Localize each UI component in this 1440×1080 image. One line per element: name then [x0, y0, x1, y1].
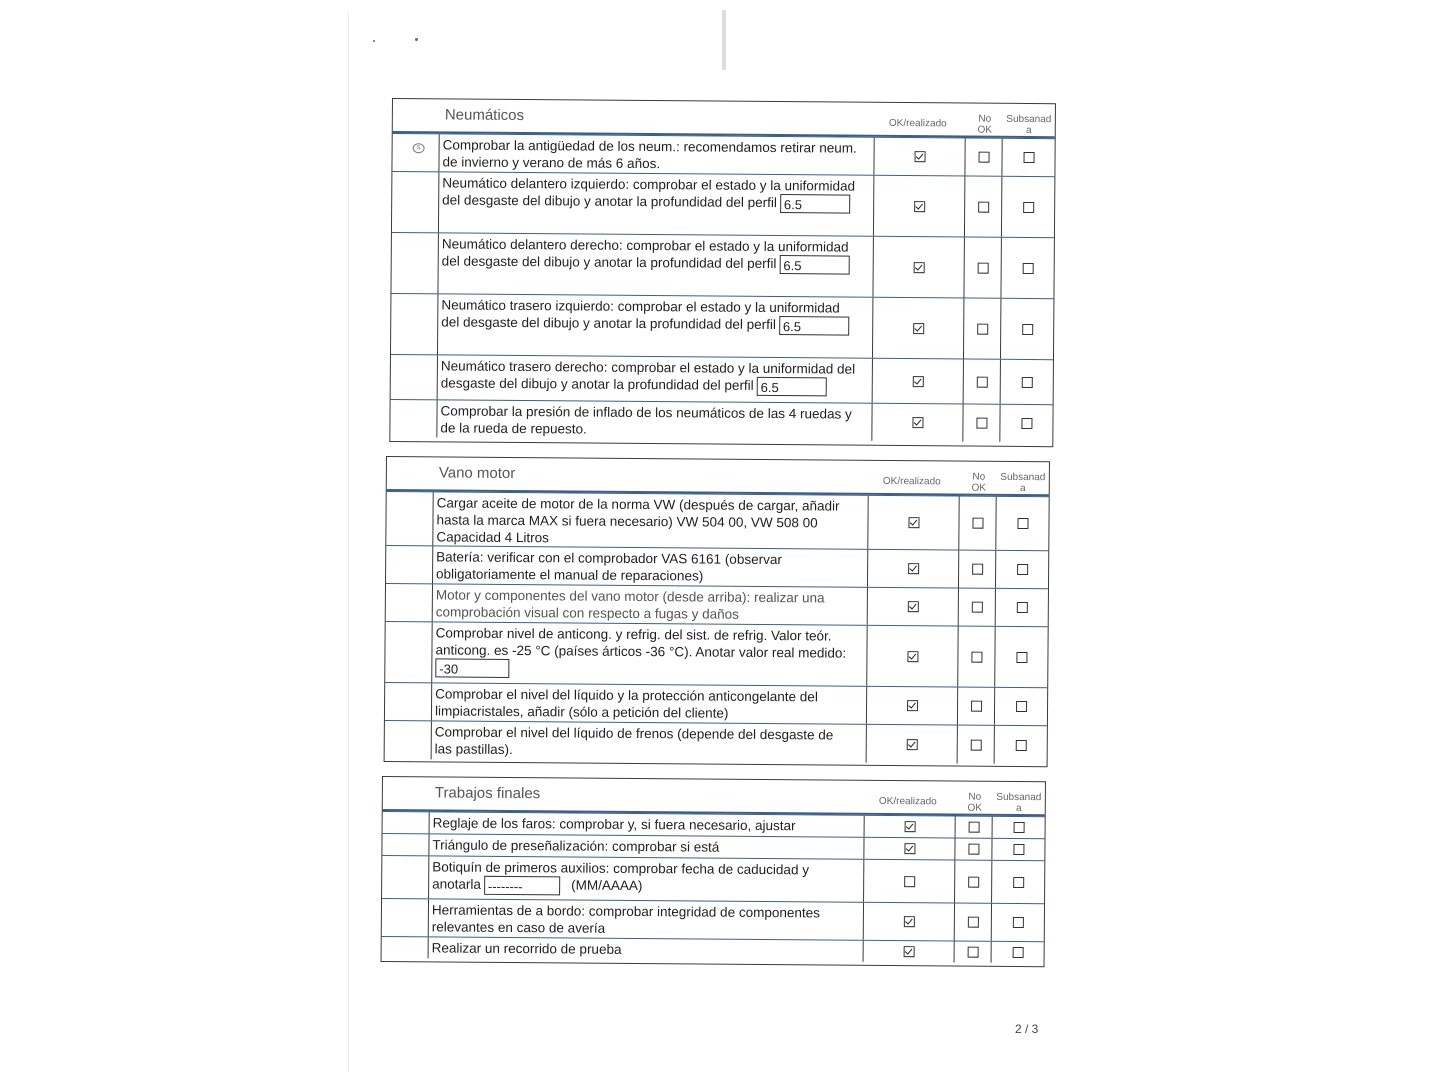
no-ok-checkbox[interactable]	[967, 917, 978, 928]
row-icon-cell	[392, 172, 439, 232]
table-row	[382, 855, 1044, 903]
row-icon-cell	[382, 937, 429, 958]
subsanado-checkbox[interactable]	[1012, 947, 1023, 958]
ok-checkbox[interactable]	[913, 262, 924, 273]
section-header	[393, 99, 1055, 138]
subsanado-checkbox[interactable]	[1023, 201, 1034, 212]
subsanado-checkbox[interactable]	[1017, 518, 1028, 529]
ok-checkbox[interactable]	[904, 876, 915, 887]
scan-speck	[415, 38, 418, 41]
col-header-subsanado: Subsanad a	[1000, 471, 1046, 495]
no-ok-checkbox[interactable]	[971, 602, 982, 613]
col-header-subsanado: Subsanad a	[1006, 113, 1052, 137]
row-text: Comprobar la presión de inflado de los neumáticos de las 4 ruedas y de la rueda de repuesto.	[437, 400, 872, 440]
ok-checkbox[interactable]	[912, 376, 923, 387]
row-icon-cell	[382, 856, 429, 898]
section-title: Trabajos finales	[434, 784, 541, 803]
row-icon-cell	[392, 134, 439, 171]
row-icon-cell	[386, 584, 433, 621]
antifreeze-value-field[interactable]: -30	[435, 658, 509, 678]
subsanado-checkbox[interactable]	[1013, 822, 1024, 833]
ok-checkbox[interactable]	[914, 151, 925, 162]
row-icon-cell	[385, 622, 432, 682]
no-ok-checkbox[interactable]	[968, 822, 979, 833]
col-header-no-ok: No OK	[967, 791, 983, 814]
ok-checkbox[interactable]	[908, 517, 919, 528]
no-ok-checkbox[interactable]	[977, 262, 988, 273]
no-ok-checkbox[interactable]	[970, 739, 981, 750]
page-edge	[348, 12, 349, 1072]
row-icon-cell	[386, 492, 433, 545]
row-icon-cell	[385, 683, 432, 720]
subsanado-checkbox[interactable]	[1016, 701, 1027, 712]
subsanado-checkbox[interactable]	[1012, 917, 1023, 928]
subsanado-checkbox[interactable]	[1023, 152, 1034, 163]
row-text: Realizar un recorrido de prueba	[429, 937, 864, 961]
row-text: Herramientas de a bordo: comprobar integridad de componentes relevantes en caso de avería	[429, 899, 864, 939]
table-row	[386, 545, 1048, 588]
col-header-subsanado: Subsanad a	[996, 791, 1042, 815]
no-ok-checkbox[interactable]	[977, 323, 988, 334]
subsanado-checkbox[interactable]	[1013, 844, 1024, 855]
no-ok-checkbox[interactable]	[972, 518, 983, 529]
row-text: Neumático trasero derecho: comprobar el estado y la uniformidad del desgaste del dibujo y anotar la profundidad del perfil 6.5	[438, 355, 873, 402]
row-text: Comprobar el nivel del líquido y la protección anticongelante del limpiacristales, añadir (sólo a petición del cliente)	[432, 683, 867, 723]
col-header-ok: OK/realizado	[882, 475, 941, 488]
subsanado-checkbox[interactable]	[1015, 739, 1026, 750]
subsanado-checkbox[interactable]	[1021, 376, 1032, 387]
section-title: Vano motor	[438, 464, 516, 483]
ok-checkbox[interactable]	[908, 563, 919, 574]
no-ok-checkbox[interactable]	[972, 564, 983, 575]
col-header-no-ok: No OK	[971, 471, 987, 494]
page-number: 2 / 3	[1015, 1022, 1039, 1036]
col-header-no-ok: No OK	[977, 113, 993, 136]
row-text: Batería: verificar con el comprobador VAS 6161 (observar obligatoriamente el manual de reparaciones)	[433, 546, 868, 586]
table-row	[385, 720, 1047, 764]
table-row	[391, 354, 1053, 404]
col-header-ok: OK/realizado	[888, 117, 947, 130]
section-title: Neumáticos	[444, 106, 525, 125]
no-ok-checkbox[interactable]	[971, 701, 982, 712]
tread-depth-field[interactable]: 6.5	[779, 316, 849, 336]
table-row	[391, 293, 1053, 359]
subsanado-checkbox[interactable]	[1013, 876, 1024, 887]
table-row	[392, 171, 1054, 237]
table-row	[385, 682, 1047, 725]
section-neumaticos	[389, 98, 1056, 447]
row-text: Cargar aceite de motor de la norma VW (después de cargar, añadir hasta la marca MAX si fuera necesario) VW 504 00, VW 508 00 Capacidad 4 Litros	[433, 492, 868, 548]
row-icon-cell	[382, 834, 429, 855]
tread-depth-field[interactable]: 6.5	[780, 194, 850, 214]
no-ok-checkbox[interactable]	[967, 947, 978, 958]
subsanado-checkbox[interactable]	[1017, 564, 1028, 575]
subsanado-checkbox[interactable]	[1022, 323, 1033, 334]
ok-checkbox[interactable]	[903, 916, 914, 927]
subsanado-checkbox[interactable]	[1016, 602, 1027, 613]
col-header-ok: OK/realizado	[878, 795, 937, 808]
no-ok-checkbox[interactable]	[968, 876, 979, 887]
tire-age-icon: S	[413, 143, 425, 153]
tread-depth-field[interactable]: 6.5	[779, 255, 849, 275]
row-icon-cell	[386, 546, 433, 583]
row-icon-cell	[391, 294, 438, 354]
subsanado-checkbox[interactable]	[1022, 262, 1033, 273]
ok-checkbox[interactable]	[913, 323, 924, 334]
row-text: Comprobar la antigüedad de los neum.: recomendamos retirar neum. de invierno y verano de más 6 años.	[439, 134, 874, 174]
row-icon-cell	[391, 355, 438, 399]
row-text: Motor y componentes del vano motor (desde arriba): realizar una comprobación visual con respecto a fugas y daños	[433, 584, 868, 624]
no-ok-checkbox[interactable]	[978, 152, 989, 163]
ok-checkbox[interactable]	[904, 821, 915, 832]
table-row	[385, 621, 1047, 687]
subsanado-checkbox[interactable]	[1016, 651, 1027, 662]
row-icon-cell	[385, 721, 432, 759]
row-icon-cell	[391, 233, 438, 293]
row-text: Botiquín de primeros auxilios: comprobar fecha de caducidad y anotarla -------- (MM/AAAA)	[429, 856, 864, 901]
table-row	[382, 898, 1044, 941]
section-vano-motor	[384, 456, 1050, 767]
row-text: Reglaje de los faros: comprobar y, si fuera necesario, ajustar	[430, 812, 865, 836]
no-ok-checkbox[interactable]	[968, 844, 979, 855]
row-text: Neumático delantero derecho: comprobar el estado y la uniformidad del desgaste del dibujo y anotar la profundidad del perfil 6.5	[438, 233, 873, 296]
ok-checkbox[interactable]	[914, 201, 925, 212]
table-row	[386, 583, 1048, 626]
row-text: Neumático trasero izquierdo: comprobar el estado y la uniformidad del desgaste del dibujo y anotar la profundidad del perfil 6.5	[438, 294, 873, 357]
ok-checkbox[interactable]	[906, 739, 917, 750]
table-row	[391, 232, 1053, 298]
tread-depth-field[interactable]: 6.5	[757, 377, 827, 397]
section-header	[383, 777, 1045, 816]
row-text: Neumático delantero izquierdo: comprobar el estado y la uniformidad del desgaste del dibujo y anotar la profundidad del perfil 6.5	[439, 172, 874, 235]
row-text: Triángulo de preseñalización: comprobar si está	[429, 834, 864, 858]
row-text: Comprobar nivel de anticong. y refrig. del sist. de refrig. Valor teór. anticong. es -25 °C (países árticos -36 °C). Anotar valor real medido: -30	[432, 622, 867, 685]
section-trabajos-finales	[381, 776, 1046, 967]
section-header	[387, 457, 1049, 496]
row-icon-cell	[382, 899, 429, 936]
row-text: Comprobar el nivel del líquido de frenos (depende del desgaste de las pastillas).	[432, 721, 867, 762]
no-ok-checkbox[interactable]	[976, 418, 987, 429]
subsanado-checkbox[interactable]	[1021, 418, 1032, 429]
table-row	[390, 399, 1052, 442]
ok-checkbox[interactable]	[903, 946, 914, 957]
scan-speck	[373, 40, 375, 42]
scan-streak	[722, 10, 726, 70]
ok-checkbox[interactable]	[907, 700, 918, 711]
row-icon-cell	[383, 812, 430, 833]
table-row	[386, 491, 1048, 550]
table-row	[392, 133, 1054, 176]
row-icon-cell	[390, 400, 437, 437]
ok-checkbox[interactable]	[907, 601, 918, 612]
first-aid-expiry-field[interactable]: --------	[484, 876, 560, 896]
no-ok-checkbox[interactable]	[971, 651, 982, 662]
ok-checkbox[interactable]	[904, 843, 915, 854]
ok-checkbox[interactable]	[907, 651, 918, 662]
no-ok-checkbox[interactable]	[978, 201, 989, 212]
no-ok-checkbox[interactable]	[976, 376, 987, 387]
ok-checkbox[interactable]	[912, 417, 923, 428]
